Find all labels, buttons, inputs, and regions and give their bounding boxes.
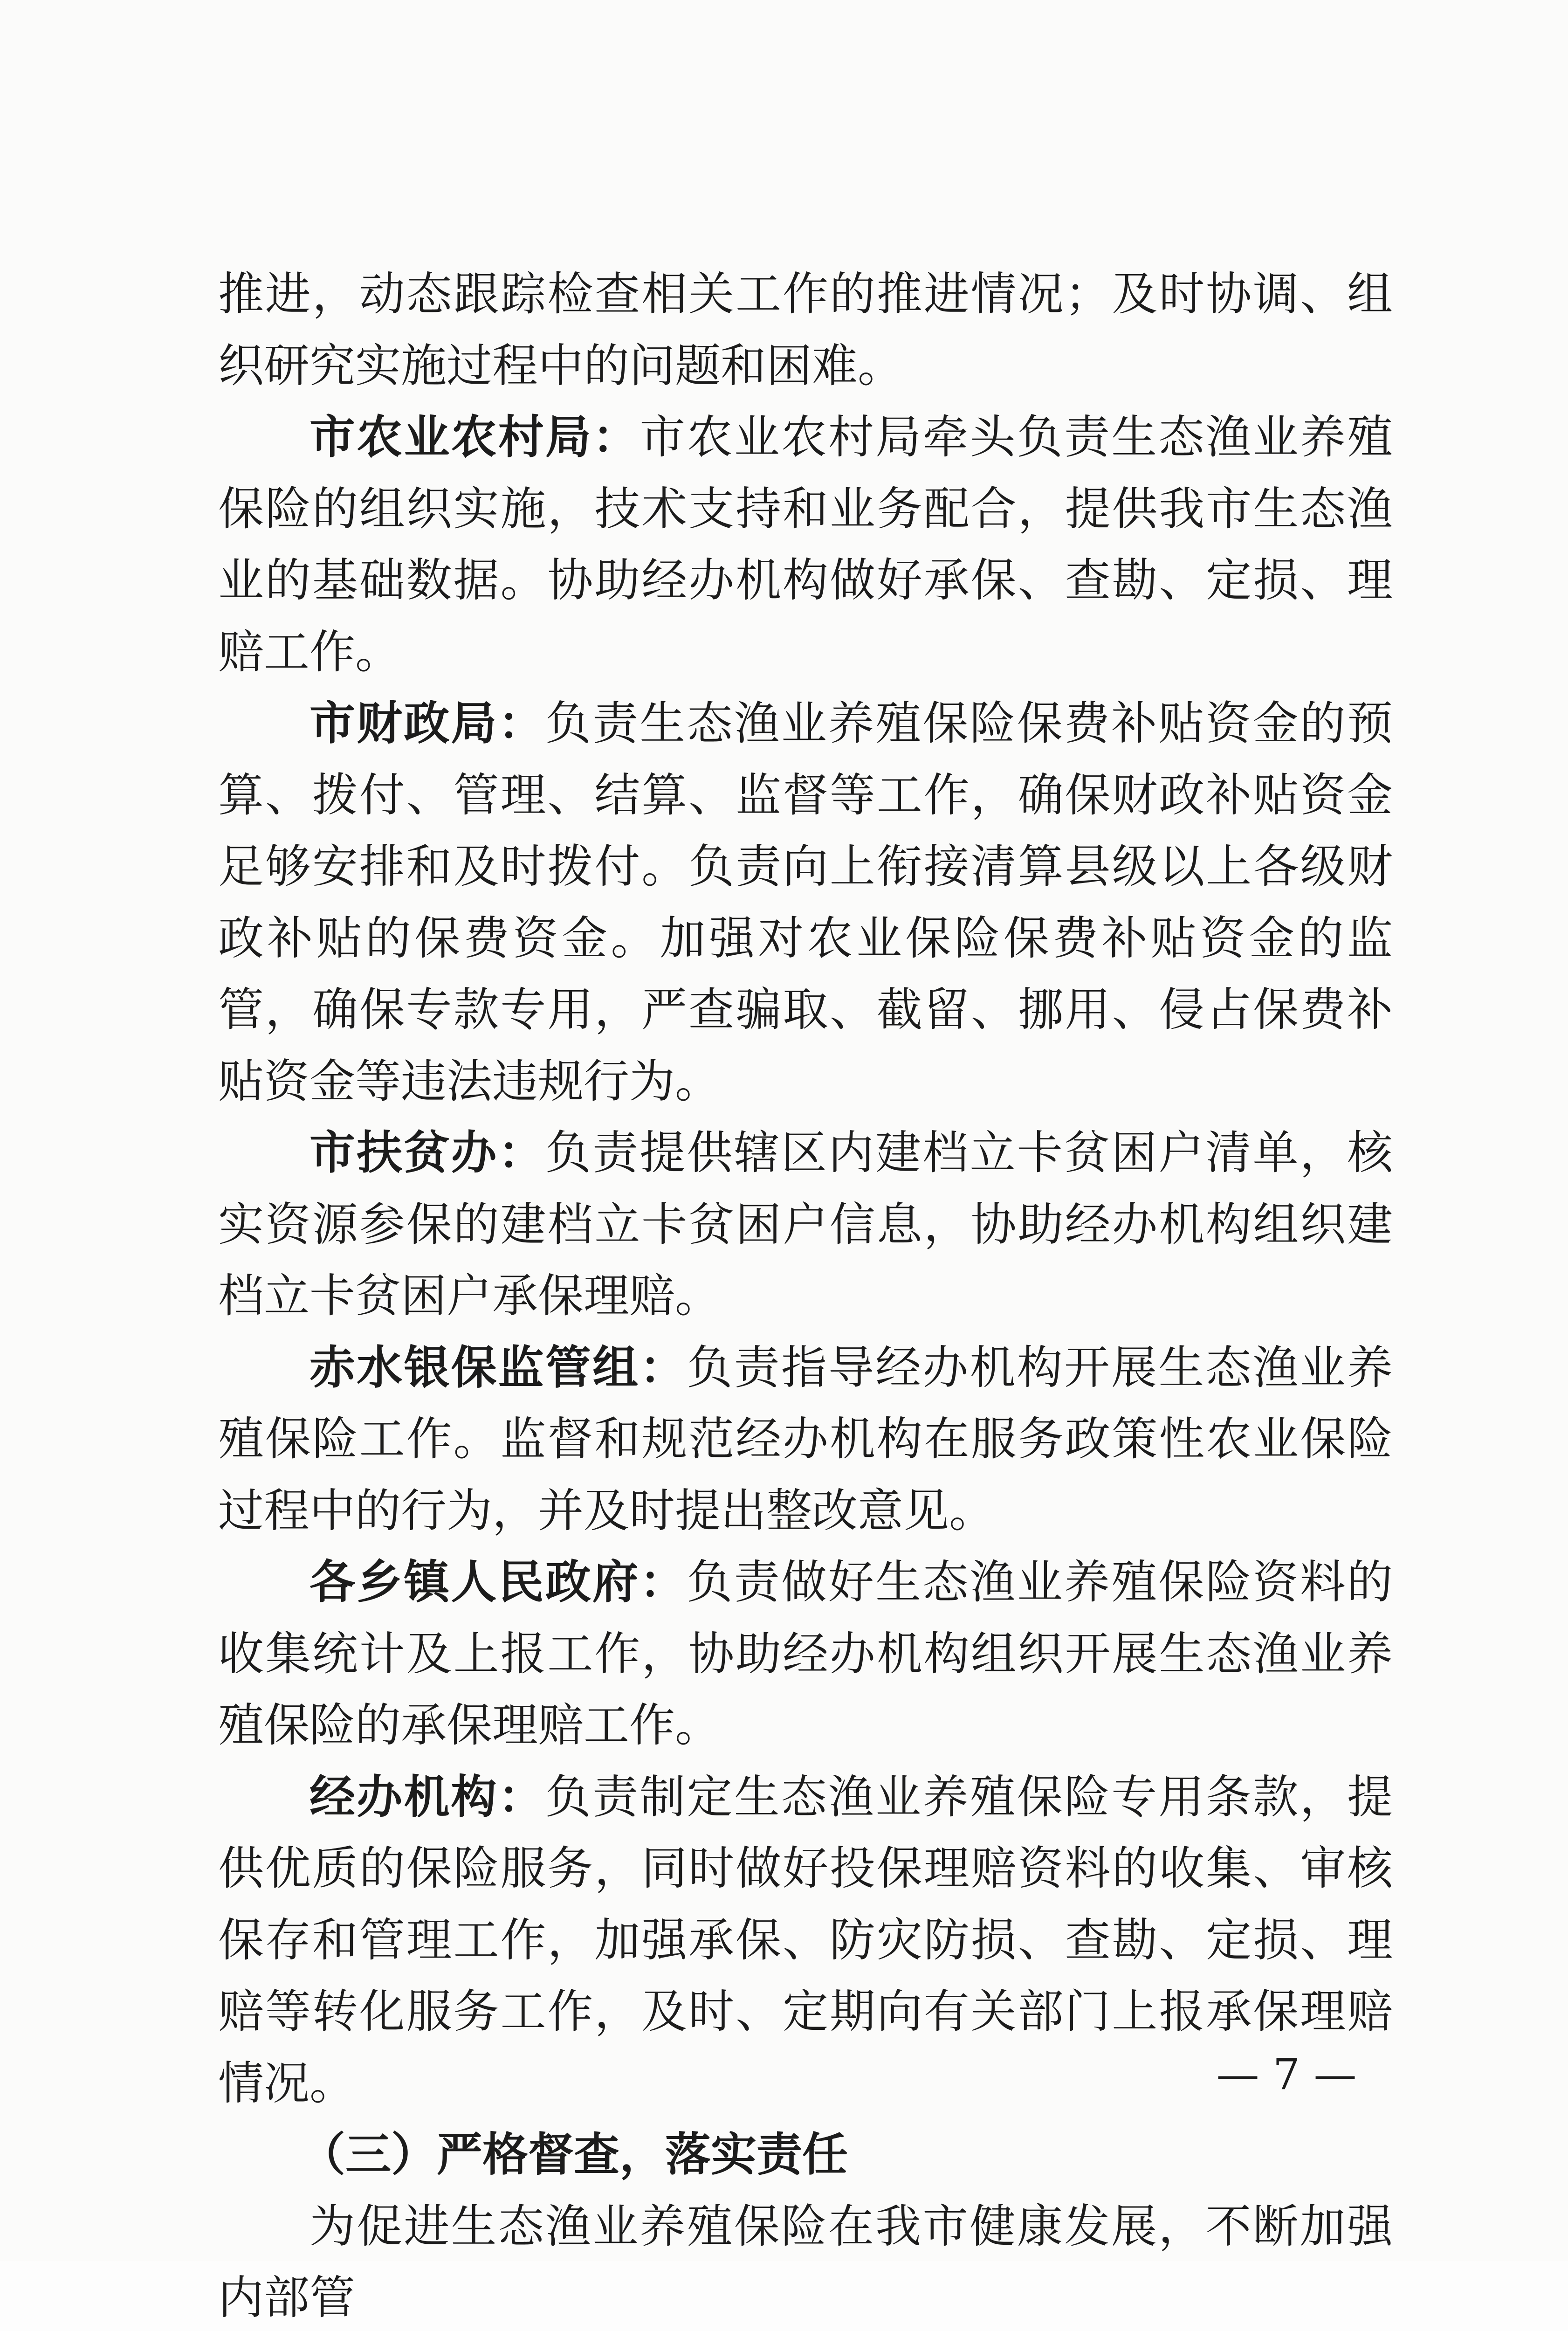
paragraph-lead: 市财政局： — [309, 697, 545, 750]
paragraph-continuation — [218, 259, 1393, 402]
paragraph-text: 负责提供辖区内建档立卡贫困户清单，核实资源参保的建档立卡贫困户信息，协助经办机构组织建档立卡贫困户承保理赔。 — [218, 1126, 1393, 1323]
body-text — [218, 259, 1393, 2331]
paragraph-finance-bureau — [218, 688, 1393, 1117]
paragraph-text: 负责指导经办机构开展生态渔业养殖保险工作。监督和规范经办机构在服务政策性农业保险过程中的行为，并及时提出整改意见。 — [218, 1341, 1393, 1538]
paragraph-lead: 经办机构： — [309, 1771, 545, 1824]
paragraph-lead: 各乡镇人民政府： — [309, 1556, 687, 1609]
section-heading: （三）严格督查，落实责任 — [218, 2119, 1393, 2191]
paragraph-lead: 赤水银保监管组： — [309, 1341, 687, 1394]
paragraph-text: 负责生态渔业养殖保险保费补贴资金的预算、拨付、管理、结算、监督等工作，确保财政补贴资金足够安排和及时拨付。负责向上衔接清算县级以上各级财政补贴的保费资金。加强对农业保险保费补贴资金的监管，确保专款专用，严查骗取、截留、挪用、侵占保费补贴资金等违法违规行为。 — [218, 697, 1393, 1108]
paragraph-text: 推进，动态跟踪检查相关工作的推进情况；及时协调、组织研究实施过程中的问题和困难。 — [218, 268, 1393, 393]
paragraph-last: 为促进生态渔业养殖保险在我市健康发展，不断加强内部管 — [218, 2191, 1393, 2331]
paragraph-lead: 市扶贫办： — [309, 1126, 545, 1179]
page-number: — 7 — — [1207, 2049, 1366, 2100]
paragraph-insurance-regulator — [218, 1332, 1393, 1547]
paragraph-text: 负责做好生态渔业养殖保险资料的收集统计及上报工作，协助经办机构组织开展生态渔业养殖保险的承保理赔工作。 — [218, 1556, 1393, 1752]
paragraph-lead: 市农业农村局： — [309, 411, 640, 464]
paragraph-agriculture-bureau — [218, 402, 1393, 688]
paragraph-poverty-office — [218, 1117, 1393, 1332]
paragraph-township-governments — [218, 1547, 1393, 1762]
paragraph-text: 负责制定生态渔业养殖保险专用条款，提供优质的保险服务，同时做好投保理赔资料的收集、审核保存和管理工作，加强承保、防灾防损、查勘、定损、理赔等转化服务工作，及时、定期向有关部门上报承保理赔情况。 — [218, 1771, 1393, 2110]
paragraph-text: 市农业农村局牵头负责生态渔业养殖保险的组织实施，技术支持和业务配合，提供我市生态渔业的基础数据。协助经办机构做好承保、查勘、定损、理赔工作。 — [218, 411, 1393, 679]
